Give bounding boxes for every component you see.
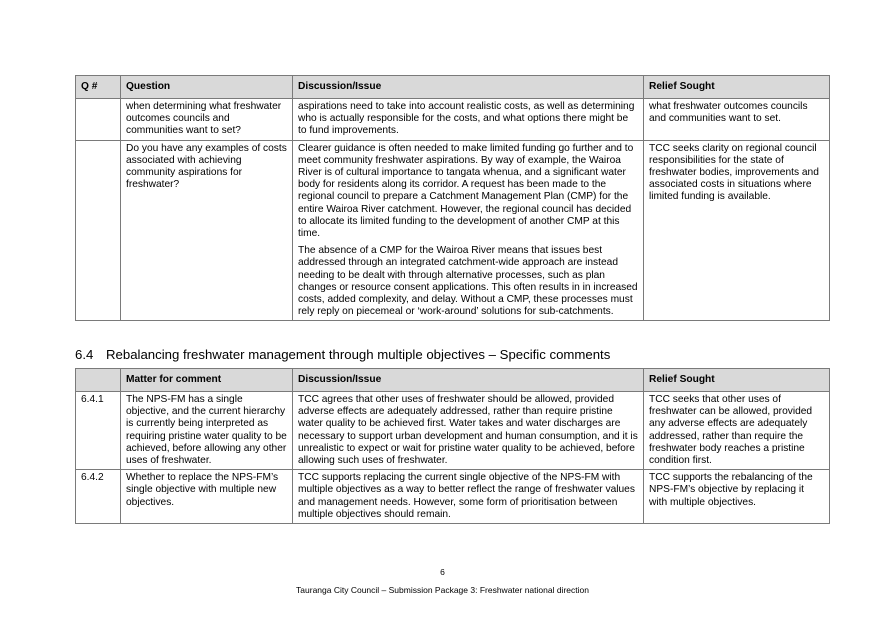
- question-cell: when determining what freshwater outcomes councils and communities want to set?: [121, 99, 293, 141]
- table-row: [76, 392, 830, 470]
- header-matter: Matter for comment: [121, 369, 293, 392]
- header-discussion: Discussion/Issue: [293, 76, 644, 99]
- relief-cell: TCC supports the rebalancing of the NPS-FM’s objective by replacing it with multiple objectives.: [644, 470, 830, 524]
- q-number-cell: [76, 99, 121, 141]
- discussion-cell: TCC agrees that other uses of freshwater should be allowed, provided adverse effects are adequately addressed, rather than require pristine water quality to be achieved first. Water takes and water discharges are necessary to support urban development and human consumption, and it is unrealistic to expect or wait for pristine water quality to be achieved, before allowing such uses of freshwater.: [293, 392, 644, 470]
- header-question: Question: [121, 76, 293, 99]
- header-discussion: Discussion/Issue: [293, 369, 644, 392]
- questions-table: [75, 75, 830, 321]
- header-q-number: Q #: [76, 76, 121, 99]
- table-row: [76, 470, 830, 524]
- table-row: [76, 140, 830, 321]
- header-relief: Relief Sought: [644, 76, 830, 99]
- q-number-cell: 6.4.2: [76, 470, 121, 524]
- table-header-row: [76, 369, 830, 392]
- header-q-number: [76, 369, 121, 392]
- question-cell: Do you have any examples of costs associated with achieving community aspirations for freshwater?: [121, 140, 293, 321]
- q-number-cell: [76, 140, 121, 321]
- section-number: 6.4: [75, 347, 94, 362]
- relief-cell: what freshwater outcomes councils and communities want to set.: [644, 99, 830, 141]
- page-number: 6: [440, 567, 445, 577]
- discussion-paragraph: The absence of a CMP for the Wairoa River means that issues best addressed through an integrated catchment-wide approach are instead needing to be dealt with through alternative processes, such as plan changes or resource consent applications. This often results in in increased costs, added complexity, and delay. Without a CMP, these processes must rely reply on piecemeal or ‘work-around’ solutions for sub-catchments.: [298, 245, 638, 318]
- relief-cell: TCC seeks that other uses of freshwater can be allowed, provided any adverse effects are adequately addressed, rather than require the freshwater body reaches a pristine condition first.: [644, 392, 830, 470]
- discussion-cell: TCC supports replacing the current single objective of the NPS-FM with multiple objectives as a way to better reflect the range of freshwater values and management needs. However, some form of prioritisation between multiple objectives should remain.: [293, 470, 644, 524]
- discussion-cell: [293, 140, 644, 321]
- matter-cell: The NPS-FM has a single objective, and the current hierarchy is currently being interpreted as requiring pristine water quality to be achieved, before allowing any other uses of freshwater.: [121, 392, 293, 470]
- footer-text: Tauranga City Council – Submission Package 3: Freshwater national direction: [296, 585, 589, 595]
- header-relief: Relief Sought: [644, 369, 830, 392]
- specific-comments-table: [75, 368, 830, 524]
- matter-cell: Whether to replace the NPS-FM’s single objective with multiple new objectives.: [121, 470, 293, 524]
- table-header-row: [76, 76, 830, 99]
- table-row: [76, 99, 830, 141]
- discussion-cell: [293, 99, 644, 141]
- discussion-paragraph: aspirations need to take into account realistic costs, as well as determining who is actually responsible for the costs, and what options there might be to fund improvements.: [298, 101, 635, 137]
- q-number-cell: 6.4.1: [76, 392, 121, 470]
- section-title: Rebalancing freshwater management through multiple objectives – Specific comments: [106, 347, 611, 362]
- discussion-paragraph: Clearer guidance is often needed to make limited funding go further and to meet community freshwater aspirations. By way of example, the Wairoa River is of cultural importance to tangata whenua, and a significant water body for residents along its corridor. A request has been made to the regional council to prepare a Catchment Management Plan (CMP) for the entire Wairoa River catchment. However, the regional council has decided to allocate its limited funding to the development of another CMP at this time.: [298, 142, 634, 240]
- section-heading: [75, 347, 610, 363]
- relief-cell: TCC seeks clarity on regional council responsibilities for the state of freshwater bodies, improvements and associated costs in situations where limited funding is available.: [644, 140, 830, 321]
